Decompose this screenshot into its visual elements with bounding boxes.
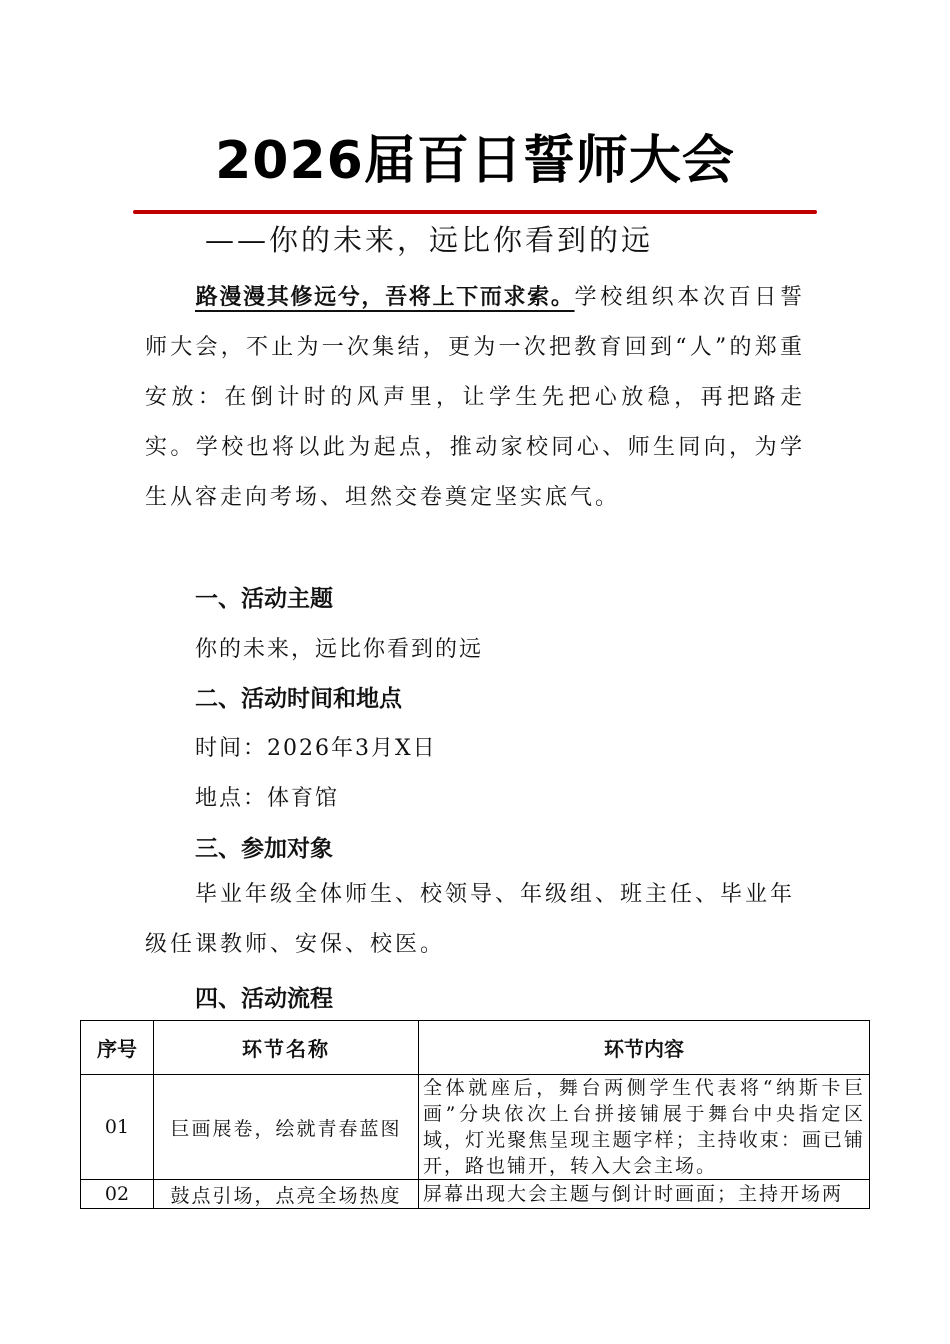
section-2-heading: 二、活动时间和地点 (195, 686, 402, 712)
table-row (81, 1180, 870, 1209)
row-content: 全体就座后，舞台两侧学生代表将“纳斯卡巨画”分块依次上台拼接铺展于舞台中央指定区域，灯光聚焦呈现主题字样；主持收束：画已铺开，路也铺开，转入大会主场。 (419, 1075, 870, 1180)
title-divider (133, 210, 817, 214)
header-name: 环节名称 (154, 1021, 419, 1075)
table-header-row (81, 1021, 870, 1075)
schedule-table (80, 1020, 870, 1209)
section-1-heading: 一、活动主题 (195, 586, 333, 612)
section-4-heading: 四、活动流程 (195, 986, 333, 1012)
header-no: 序号 (81, 1021, 154, 1075)
section-3-text (145, 870, 805, 970)
section-1-text: 你的未来，远比你看到的远 (195, 637, 484, 662)
section-3-heading: 三、参加对象 (195, 836, 333, 862)
table-row (81, 1075, 870, 1180)
row-name: 鼓点引场，点亮全场热度 (154, 1180, 419, 1209)
event-time: 时间：2026年3月X日 (195, 736, 437, 761)
row-no: 02 (81, 1180, 154, 1209)
row-name: 巨画展卷，绘就青春蓝图 (154, 1075, 419, 1180)
intro-quote: 路漫漫其修远兮，吾将上下而求索。 (195, 284, 575, 310)
header-content: 环节内容 (419, 1021, 870, 1075)
event-place: 地点：体育馆 (195, 786, 340, 811)
intro-body: 学校组织本次百日誓师大会，不止为一次集结，更为一次把教育回到“人”的郑重安放：在倒计时的风声里，让学生先把心放稳，再把路走实。学校也将以此为起点，推动家校同心、师生同向，为学生从容走向考场、坦然交卷奠定坚实底气。 (145, 285, 805, 510)
intro-paragraph (145, 272, 805, 523)
document-subtitle: ——你的未来，远比你看到的远 (205, 223, 654, 257)
participants-text: 毕业年级全体师生、校领导、年级组、班主任、毕业年级任课教师、安保、校医。 (145, 882, 796, 957)
row-no: 01 (81, 1075, 154, 1180)
row-content: 屏幕出现大会主题与倒计时画面；主持开场两 (419, 1180, 870, 1209)
document-title: 2026届百日誓师大会 (215, 131, 735, 191)
